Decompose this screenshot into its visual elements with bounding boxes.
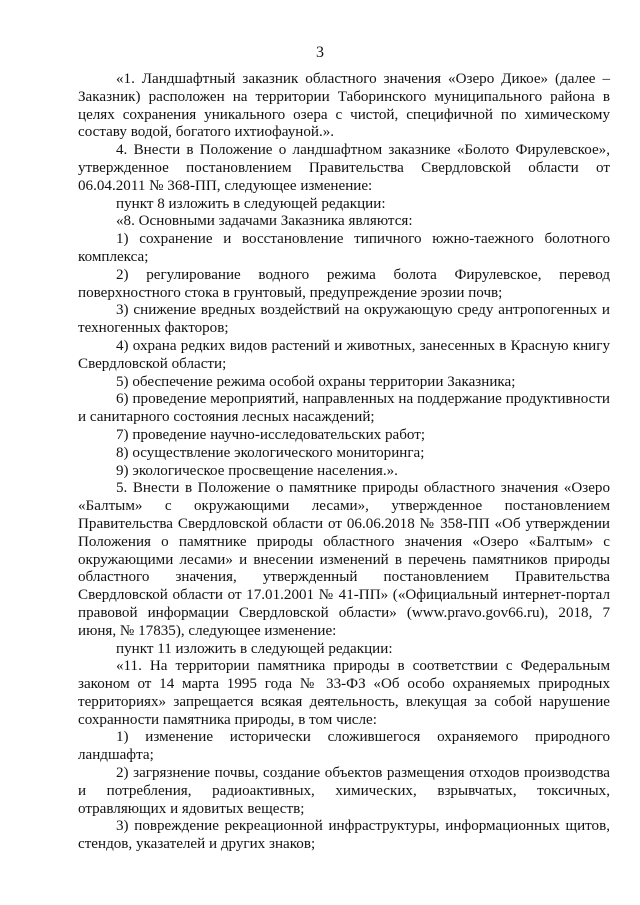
list-item: 7) проведение научно-исследовательских работ;	[116, 426, 426, 443]
list-item: 3) снижение вредных воздействий на окружающую среду антропогенных и техногенных факторов;	[78, 302, 610, 337]
paragraph-item-4: 4. Внести в Положение о ландшафтном заказнике «Болото Фирулевское», утвержденное постановлением Правительства Свердловской области от 06.04.2011 № 368-ПП, следующее изменение:	[78, 142, 610, 194]
paragraph-point-11-text: «11. На территории памятника природы в соответствии с Федеральным законом от 14 марта 1995 года № 33-ФЗ «Об особо охраняемых природных территориях» запрещается всякая деятельность, влекущая за собой нарушение сохранности памятника природы, в том числе:	[78, 658, 610, 728]
paragraph-lake-dikoe-clause: «1. Ландшафтный заказник областного значения «Озеро Дикое» (далее – Заказник) расположен на территории Таборинского муниципального района в целях сохранения уникального озера с чистой, специфичной по химическому составу водой, богатого ихтиофауной.».	[78, 71, 610, 141]
list-item: 9) экологическое просвещение населения.».	[116, 462, 398, 479]
list-item: 3) повреждение рекреационной инфраструктуры, информационных щитов, стендов, указателей и других знаков;	[78, 818, 610, 853]
list-item: 6) проведение мероприятий, направленных на поддержание продуктивности и санитарного состояния лесных насаждений;	[78, 391, 610, 426]
paragraph-point-8-tasks: «8. Основными задачами Заказника являются:	[116, 213, 413, 230]
paragraph-point-8-intro: пункт 8 изложить в следующей редакции:	[116, 195, 386, 212]
list-item: 2) загрязнение почвы, создание объектов размещения отходов производства и потребления, радиоактивных, химических, взрывчатых, токсичных, отравляющих и ядовитых веществ;	[78, 765, 610, 817]
page-number: 3	[316, 44, 324, 61]
list-item: 5) обеспечение режима особой охраны территории Заказника;	[116, 373, 516, 390]
paragraph-point-11-intro: пункт 11 изложить в следующей редакции:	[116, 640, 393, 657]
list-item: 8) осуществление экологического мониторинга;	[116, 444, 425, 461]
document-body	[78, 71, 610, 854]
list-item: 2) регулирование водного режима болота Фирулевское, перевод поверхностного стока в грунтовый, предупреждение эрозии почв;	[78, 266, 610, 301]
list-item: 1) изменение исторически сложившегося охраняемого природного ландшафта;	[78, 729, 610, 764]
paragraph-item-5: 5. Внести в Положение о памятнике природы областного значения «Озеро «Балтым» с окружающими лесами», утвержденное постановлением Правительства Свердловской области от 06.06.2018 № 358-ПП «Об утверждении Положения о памятнике природы областного значения «Озеро «Балтым» с окружающими лесами» и внесении изменений в перечень памятников природы областного значения, утвержденный постановлением Правительства Свердловской области от 17.01.2001 № 41-ПП» («Официальный интернет-портал правовой информации Свердловской области» (www.pravo.gov66.ru), 2018, 7 июня, № 17835), следующее изменение:	[78, 480, 610, 639]
list-item: 4) охрана редких видов растений и животных, занесенных в Красную книгу Свердловской области;	[78, 337, 610, 372]
list-item: 1) сохранение и восстановление типичного южно-таежного болотного комплекса;	[78, 231, 610, 265]
